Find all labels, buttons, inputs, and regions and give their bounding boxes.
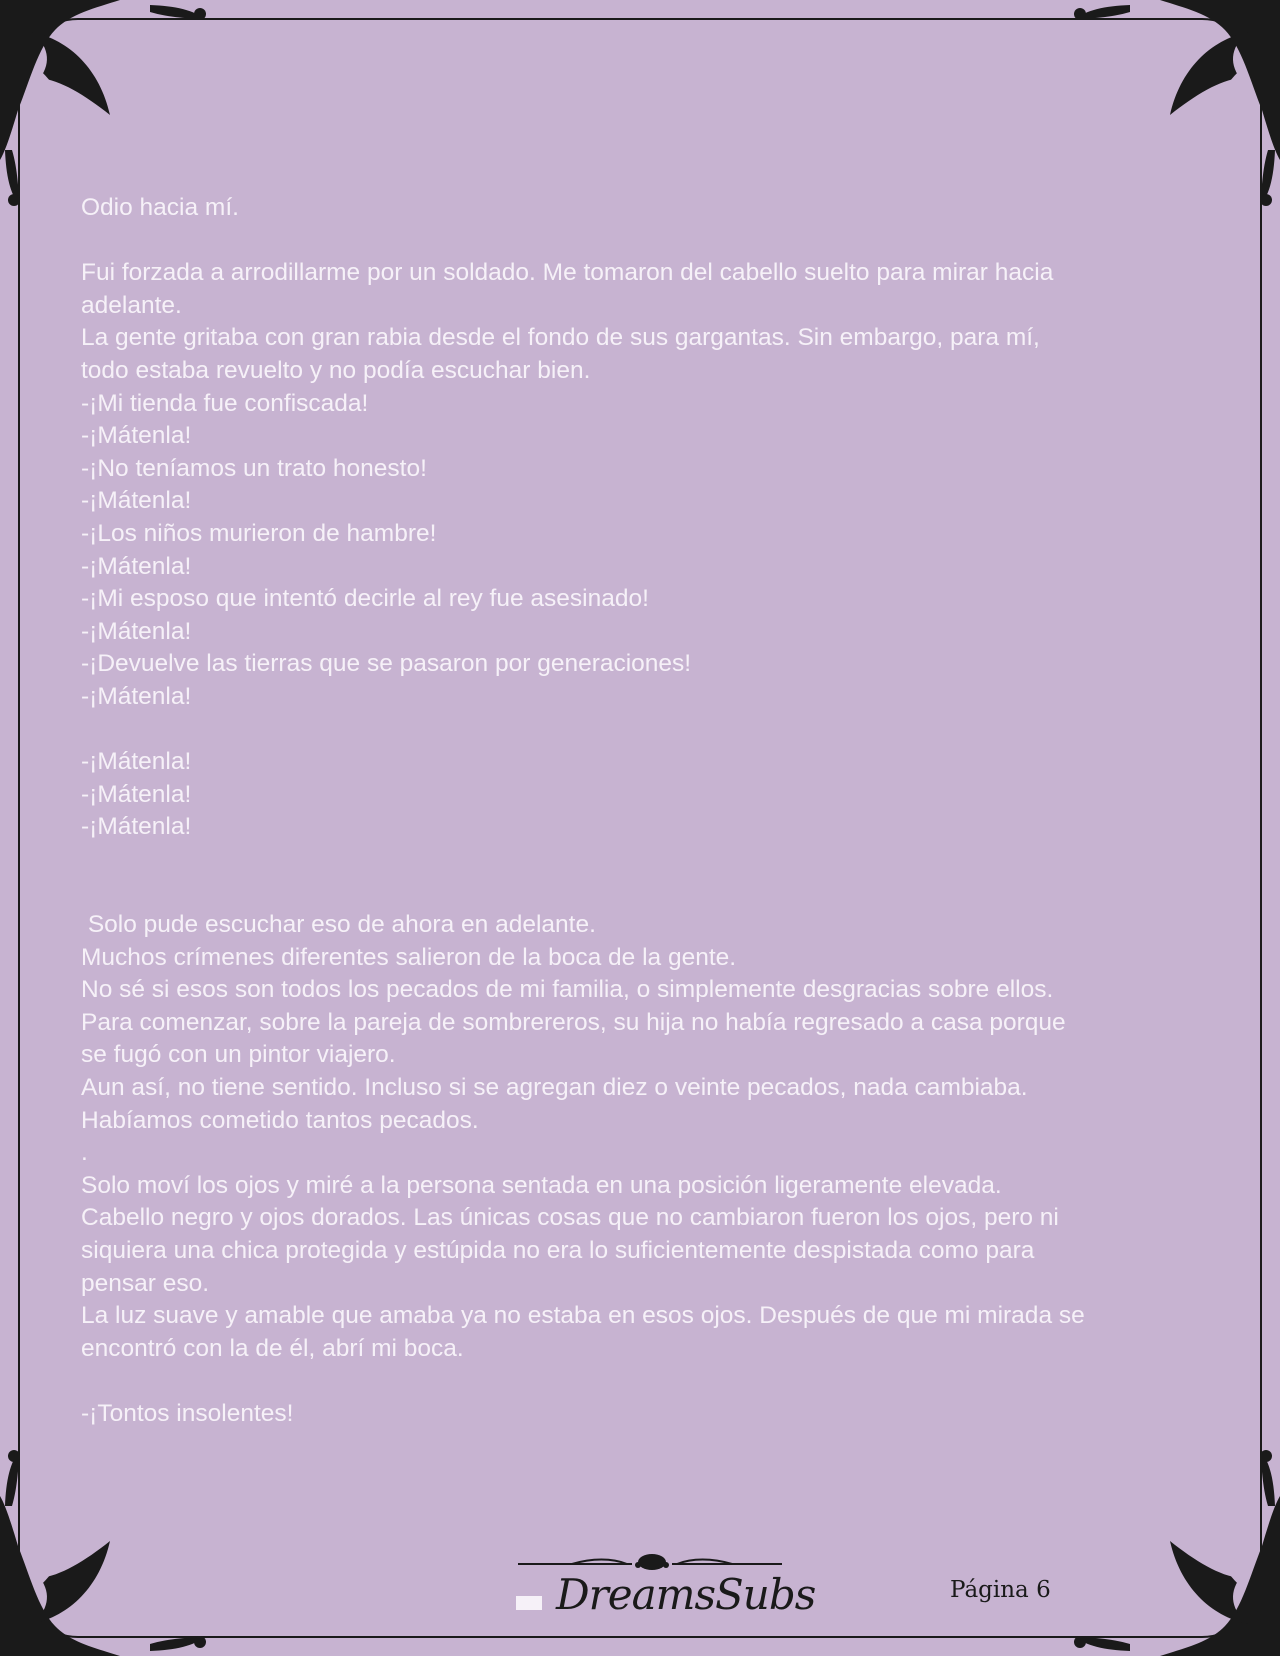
text-line: Muchos crímenes diferentes salieron de la boca de la gente.	[81, 943, 737, 971]
text-line	[81, 225, 1211, 258]
text-line: -¡Mátenla!	[81, 422, 192, 450]
text-line: -¡Mátenla!	[81, 813, 192, 841]
text-line: Solo pude escuchar eso de ahora en adelante.	[81, 911, 596, 939]
text-line: .	[81, 1139, 88, 1167]
text-line: se fugó con un pintor viajero.	[81, 1041, 396, 1069]
text-line	[81, 844, 1211, 877]
text-line: -¡Tontos insolentes!	[81, 1399, 294, 1427]
fleur-de-lis-corner-ornament-bottom-left	[0, 1426, 230, 1656]
text-line	[81, 714, 1211, 747]
text-line: -¡Mátenla!	[81, 780, 192, 808]
text-line: La gente gritaba con gran rabia desde el fondo de sus gargantas. Sin embargo, para mí,	[81, 324, 1040, 352]
text-line: -¡Los niños murieron de hambre!	[81, 519, 437, 547]
fleur-de-lis-corner-ornament-bottom-right	[1050, 1426, 1280, 1656]
text-line: -¡Devuelve las tierras que se pasaron por generaciones!	[81, 650, 692, 678]
page-number: Página 6	[950, 1577, 1051, 1603]
text-line: -¡No teníamos un trato honesto!	[81, 454, 427, 482]
text-line: Fui forzada a arrodillarme por un soldado. Me tomaron del cabello suelto para mirar hacia	[81, 259, 1054, 287]
text-line: No sé si esos son todos los pecados de mi familia, o simplemente desgracias sobre ellos.	[81, 976, 1054, 1004]
text-line: -¡Mi tienda fue confiscada!	[81, 389, 369, 417]
text-line	[81, 1365, 1211, 1398]
text-line: Solo moví los ojos y miré a la persona sentada en una posición ligeramente elevada.	[81, 1171, 1002, 1199]
text-line: Odio hacia mí.	[81, 194, 239, 221]
text-line: Para comenzar, sobre la pareja de sombrereros, su hija no había regresado a casa porque	[81, 1008, 1066, 1036]
text-line: La luz suave y amable que amaba ya no estaba en esos ojos. Después de que mi mirada se	[81, 1302, 1085, 1330]
logo-text: DreamsSubs	[556, 1570, 816, 1619]
text-line: -¡Mátenla!	[81, 552, 192, 580]
text-line: todo estaba revuelto y no podía escuchar bien.	[81, 356, 591, 384]
text-line: adelante.	[81, 291, 182, 319]
text-line: Cabello negro y ojos dorados. Las únicas cosas que no cambiaron fueron los ojos, pero ni	[81, 1204, 1059, 1232]
story-text	[81, 192, 1211, 1431]
text-line: -¡Mátenla!	[81, 617, 192, 645]
logo-bar	[516, 1596, 542, 1610]
text-line: -¡Mátenla!	[81, 487, 192, 515]
text-line: -¡Mi esposo que intentó decirle al rey fue asesinado!	[81, 585, 649, 613]
text-line: siquiera una chica protegida y estúpida no era lo suficientemente despistada como para	[81, 1237, 1035, 1264]
text-line: -¡Mátenla!	[81, 682, 192, 710]
text-line: Aun así, no tiene sentido. Incluso si se agregan diez o veinte pecados, nada cambiaba.	[81, 1074, 1028, 1102]
text-line: pensar eso.	[81, 1269, 210, 1297]
text-line: -¡Mátenla!	[81, 748, 192, 776]
dreamssubs-logo	[512, 1548, 816, 1628]
text-line: encontró con la de él, abrí mi boca.	[81, 1334, 464, 1362]
text-line: Habíamos cometido tantos pecados.	[81, 1106, 479, 1134]
text-line	[81, 876, 1211, 909]
